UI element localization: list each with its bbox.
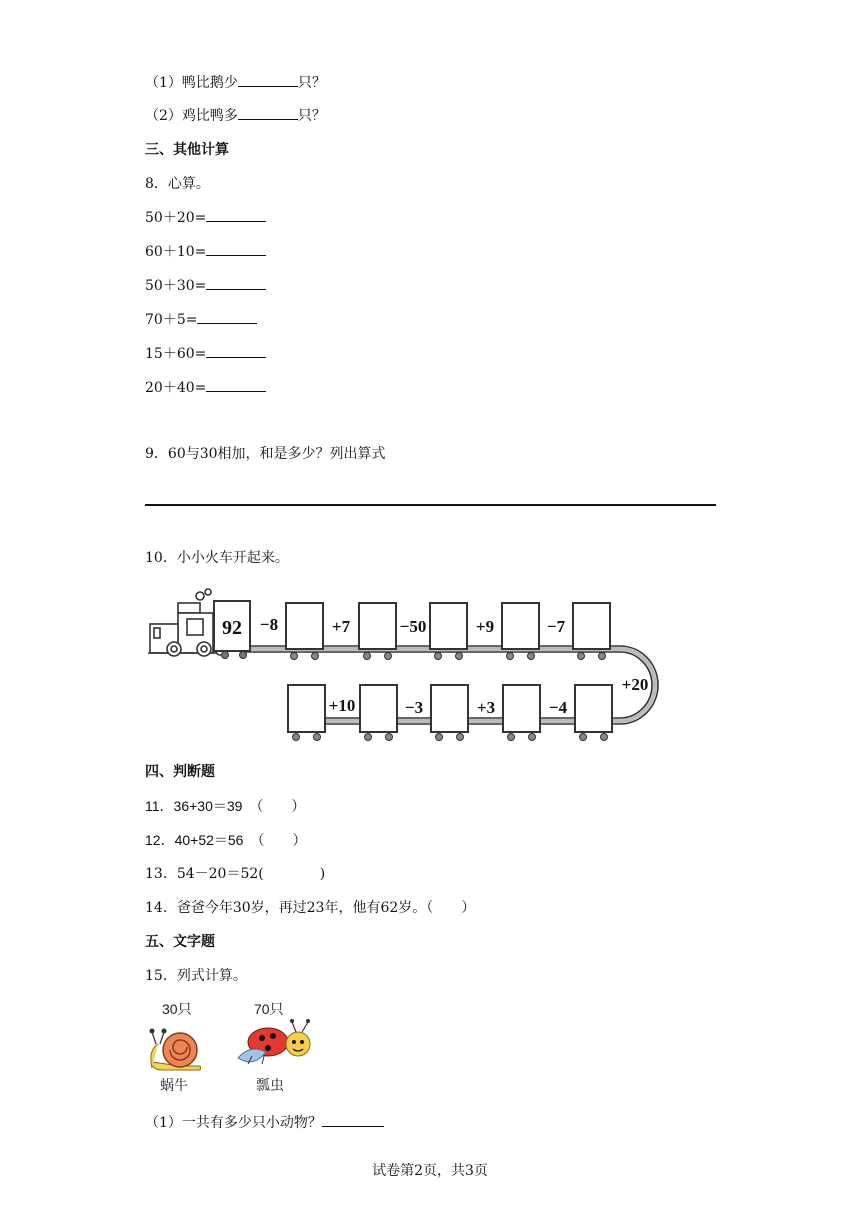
question-15: 15．列式计算。 [145, 968, 247, 984]
answer-box[interactable] [431, 685, 468, 732]
operation-label: −3 [404, 698, 424, 717]
operation-label: +9 [475, 617, 495, 636]
answer-blank[interactable] [206, 379, 266, 392]
operation-label: −8 [259, 615, 279, 634]
ladybug-icon [238, 1019, 310, 1064]
operation-label: −4 [548, 698, 568, 717]
mental-math-2: 60＋10= [145, 243, 266, 261]
operation-label: +10 [328, 696, 356, 715]
question-12: 12．40+52＝56 （ ） [145, 832, 307, 848]
answer-blank[interactable] [238, 107, 298, 120]
mental-math-1: 50＋20= [145, 209, 266, 227]
question-7-2: （2）鸡比鸭多 只？ [145, 108, 326, 124]
start-number: 92 [222, 617, 242, 639]
operation-label: +3 [476, 698, 496, 717]
question-7-1: （1）鸭比鹅少 只？ [145, 75, 326, 91]
section-5-heading: 五、文字题 [145, 934, 215, 950]
answer-box[interactable] [575, 685, 612, 732]
answer-blank[interactable] [238, 74, 298, 87]
start-car [214, 601, 250, 659]
answer-box[interactable] [286, 603, 323, 649]
ladybug-label: 瓢虫 [256, 1078, 284, 1094]
answer-box[interactable] [359, 603, 396, 649]
question-8: 8．心算。 [145, 176, 210, 192]
operation-label: −50 [399, 617, 427, 636]
snail-count: 30只 [162, 1001, 192, 1017]
answer-blank[interactable] [206, 277, 266, 290]
question-11: 11．36+30＝39 （ ） [145, 798, 306, 814]
answer-box[interactable] [430, 603, 467, 649]
answer-box[interactable] [503, 685, 540, 732]
mental-math-3: 50＋30= [145, 277, 266, 295]
answer-blank[interactable] [197, 311, 257, 324]
mental-math-6: 20＋40= [145, 379, 266, 397]
question-15-1: （1）一共有多少只小动物？ [145, 1114, 384, 1132]
animals-illustration [140, 998, 340, 1094]
answer-blank[interactable] [322, 1114, 384, 1127]
question-10: 10．小小火车开起来。 [145, 550, 289, 566]
section-3-heading: 三、其他计算 [145, 142, 229, 158]
answer-blank[interactable] [206, 243, 266, 256]
ladybug-count: 70只 [254, 1001, 284, 1017]
question-9: 9．60与30相加，和是多少？列出算式 [145, 446, 386, 462]
answer-box[interactable] [360, 685, 397, 732]
section-4-heading: 四、判断题 [145, 764, 215, 780]
answer-box[interactable] [573, 603, 610, 649]
answer-blank[interactable] [206, 345, 266, 358]
answer-box[interactable] [288, 685, 325, 732]
train-diagram [140, 586, 670, 746]
snail-icon [150, 1029, 201, 1071]
mental-math-5: 15＋60= [145, 345, 266, 363]
question-13: 13．54－20＝52( ) [145, 866, 326, 882]
snail-label: 蜗牛 [160, 1078, 188, 1094]
answer-line[interactable] [145, 504, 716, 506]
answer-blank[interactable] [206, 209, 266, 222]
locomotive-icon [148, 589, 224, 656]
answer-box[interactable] [502, 603, 539, 649]
operation-label: −7 [546, 617, 566, 636]
question-14: 14．爸爸今年30岁，再过23年，他有62岁。（ ） [145, 900, 476, 916]
operation-label: +20 [621, 675, 649, 694]
page-footer: 试卷第2页，共3页 [372, 1163, 488, 1179]
mental-math-4: 70＋5= [145, 311, 257, 329]
operation-label: +7 [331, 617, 351, 636]
